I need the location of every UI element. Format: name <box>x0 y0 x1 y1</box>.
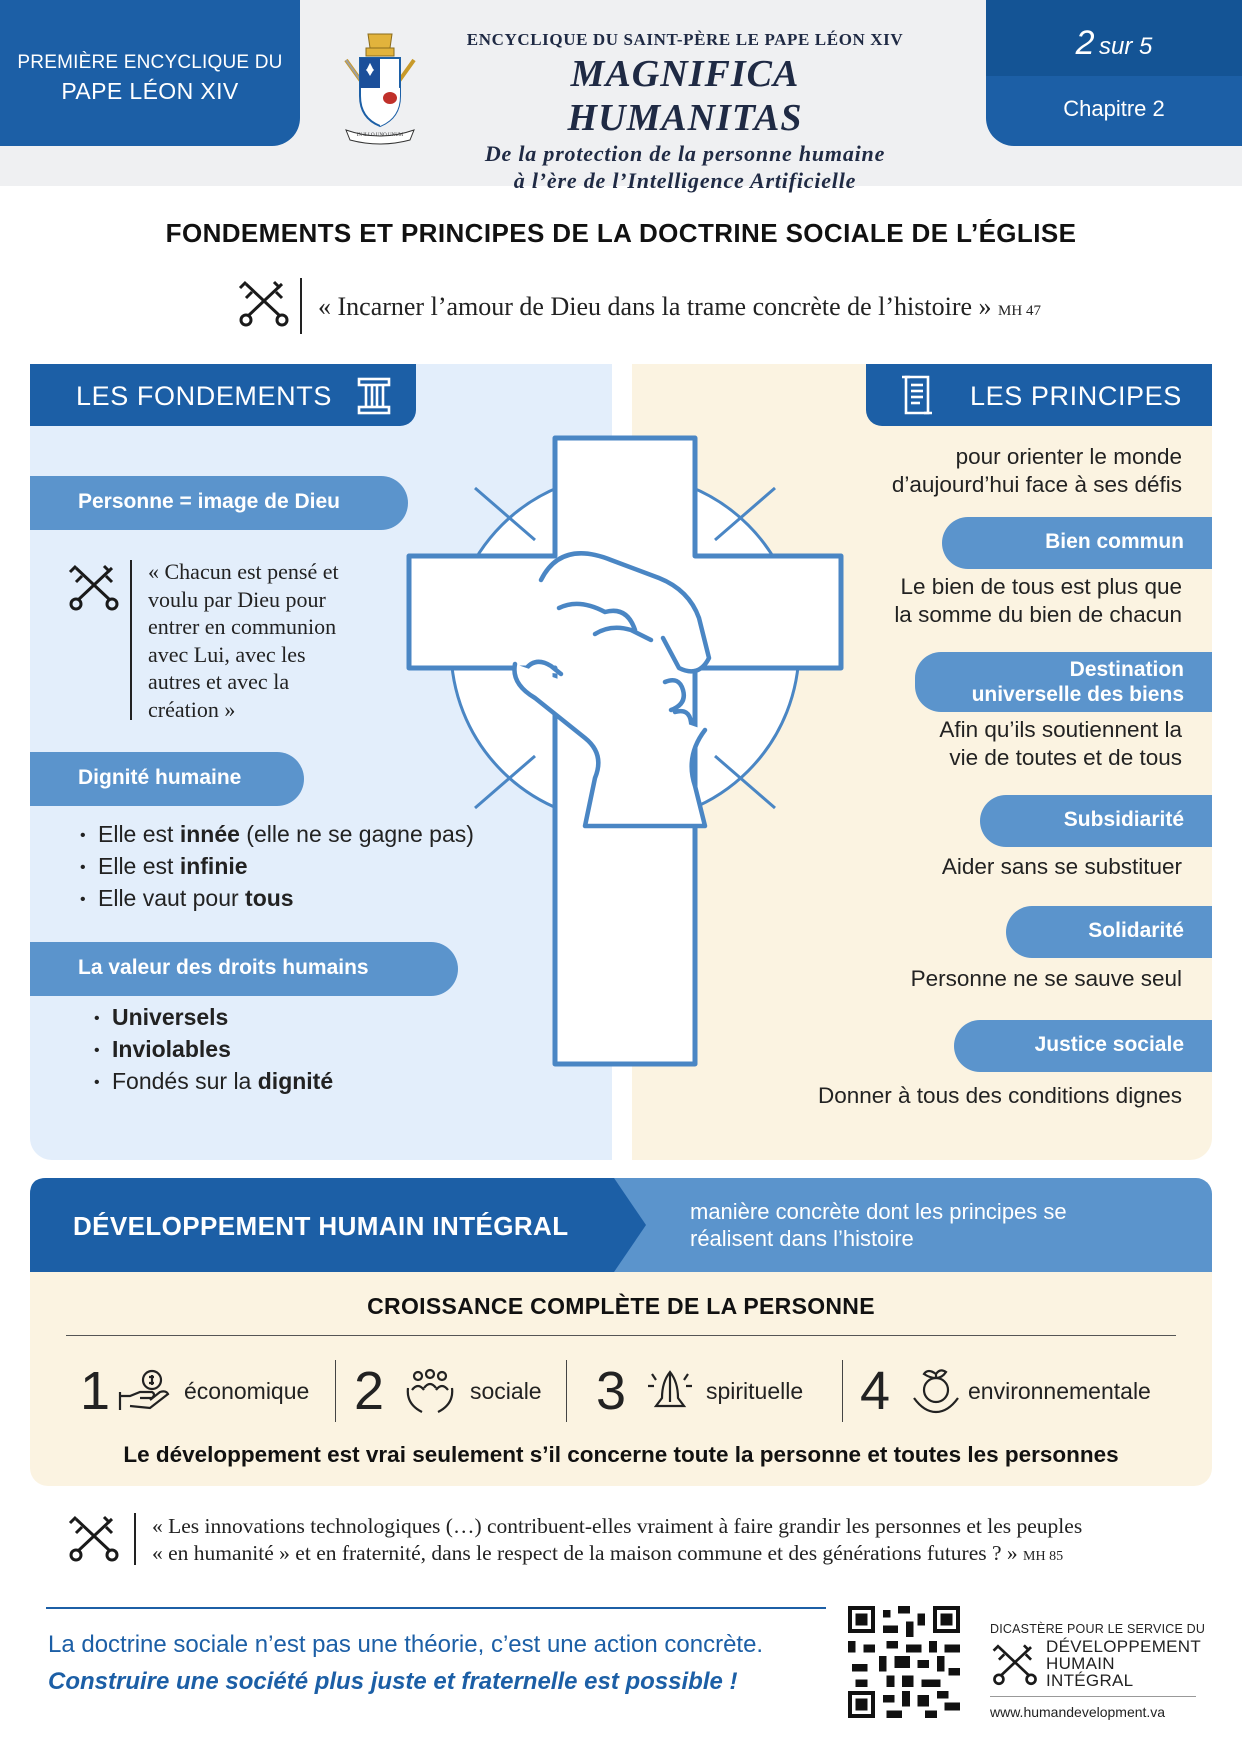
footer-divider <box>46 1607 826 1609</box>
community-hands-icon <box>404 1368 456 1414</box>
quote-divider <box>300 278 302 334</box>
sub-line: réalisent dans l’histoire <box>690 1226 914 1251</box>
quote-line: « en humanité » et en fraternité, dans le respect de la maison commune et des générations futures ? » <box>152 1541 1018 1565</box>
name-line: HUMAIN <box>1046 1654 1115 1673</box>
header-first-encyclical-badge <box>0 0 300 146</box>
quote-line: voulu par Dieu pour <box>148 586 326 612</box>
dimension-label: environnementale <box>968 1378 1151 1404</box>
list-item: • Elle est innée (elle ne se gagne pas) <box>80 819 474 851</box>
dimension-number: 2 <box>354 1361 385 1421</box>
divider <box>66 1335 1176 1336</box>
croissance-title: CROISSANCE COMPLÈTE DE LA PERSONNE <box>367 1293 875 1319</box>
principle-justice-sociale: Justice sociale <box>954 1020 1212 1072</box>
dignite-label: Dignité humaine <box>30 752 304 806</box>
name-line: INTÉGRAL <box>1046 1671 1134 1690</box>
dhi-subtitle <box>690 1198 1170 1252</box>
principle-desc: Donner à tous des conditions dignes <box>818 1083 1182 1108</box>
divider <box>842 1360 843 1422</box>
divider <box>335 1360 336 1422</box>
dignite-list <box>80 819 474 915</box>
chapter-label: Chapitre 2 <box>1063 96 1165 121</box>
footer-statement: La doctrine sociale n’est pas une théorie, c’est une action concrète. <box>48 1631 764 1658</box>
papal-coat-of-arms-icon <box>332 26 428 154</box>
dimension-number: 1 <box>80 1361 111 1421</box>
list-item: • Universels <box>94 1002 333 1034</box>
personne-quote <box>148 558 388 723</box>
quote-line: « Chacun est pensé et <box>148 559 339 584</box>
coat-motto: IN ILLO UNO UNUM <box>356 133 404 138</box>
droits-label: La valeur des droits humains <box>30 942 458 996</box>
encyclical-kicker: ENCYCLIQUE DU SAINT-PÈRE LE PAPE LÉON XIV <box>466 30 904 49</box>
dimension-number: 3 <box>596 1361 627 1421</box>
page-number: 2 <box>1075 24 1095 62</box>
quote-line: entrer en communion <box>148 614 337 639</box>
croissance-conclusion: Le développement est vrai seulement s’il concerne toute la personne et toutes les personnes <box>123 1442 1119 1467</box>
plant-hand-icon <box>910 1368 962 1414</box>
top-quote <box>318 292 1041 322</box>
column-pillar-icon <box>356 376 392 416</box>
dimension-label: sociale <box>470 1378 542 1404</box>
dimension-label: économique <box>184 1378 310 1404</box>
quote-divider <box>130 560 132 720</box>
page-of-total: sur 5 <box>1099 33 1153 60</box>
list-item: • Fondés sur la dignité <box>94 1066 333 1098</box>
top-quote-text: « Incarner l’amour de Dieu dans la trame concrète de l’histoire » <box>318 292 992 321</box>
top-quote-ref: MH 47 <box>998 303 1041 319</box>
dimension-number: 4 <box>860 1361 891 1421</box>
quote-line: autres et avec la <box>148 669 290 694</box>
section-title: FONDEMENTS ET PRINCIPES DE LA DOCTRINE SOCIALE DE L’ÉGLISE <box>165 218 1077 248</box>
dicastere-name <box>1046 1638 1201 1689</box>
droits-list <box>94 1002 333 1098</box>
list-item: • Inviolables <box>94 1034 333 1066</box>
bottom-quote-ref: MH 85 <box>1023 1549 1064 1564</box>
encyclical-title: MAGNIFICA HUMANITAS <box>567 53 803 139</box>
dimension-label: spirituelle <box>706 1378 804 1404</box>
footer-call-to-action: Construire une société plus juste et fraternelle est possible ! <box>48 1668 738 1695</box>
header-left-line2: PAPE LÉON XIV <box>61 78 239 104</box>
personne-label: Personne = image de Dieu <box>30 476 408 530</box>
list-item: • Elle vaut pour tous <box>80 883 474 915</box>
divider <box>990 1696 1196 1697</box>
principes-heading: LES PRINCIPES <box>866 364 1212 426</box>
bottom-quote <box>152 1513 1192 1570</box>
principes-intro <box>892 443 1182 499</box>
principle-subsidiarite: Subsidiarité <box>980 795 1212 847</box>
dimension-sociale <box>354 1360 554 1422</box>
crossed-keys-icon <box>66 1513 122 1565</box>
header-left-line1: PREMIÈRE ENCYCLIQUE DU <box>17 52 283 73</box>
crossed-keys-icon <box>66 562 122 614</box>
quote-line: « Les innovations technologiques (…) contribuent-elles vraiment à faire grandir les personnes et les peuples <box>152 1514 1083 1538</box>
desc-line: la somme du bien de chacun <box>894 602 1182 627</box>
hand-coin-icon <box>118 1368 170 1414</box>
list-item: • Elle est infinie <box>80 851 474 883</box>
divider <box>566 1360 567 1422</box>
dimension-spirituelle <box>596 1360 826 1422</box>
principle-bien-commun: Bien commun <box>942 517 1212 569</box>
encyclical-subtitle-line2: à l’ère de l’Intelligence Artificielle <box>513 168 857 193</box>
cross-handshake-illustration <box>395 432 855 1072</box>
desc-line: vie de toutes et de tous <box>949 745 1182 770</box>
intro-line: pour orienter le monde <box>955 444 1182 469</box>
dimension-economique <box>80 1360 330 1422</box>
principle-destination-universelle <box>915 652 1212 712</box>
sub-line: manière concrète dont les principes se <box>690 1199 1067 1224</box>
header-title-block <box>450 30 920 194</box>
principle-solidarite: Solidarité <box>1006 906 1212 958</box>
dimension-environnementale <box>860 1360 1180 1422</box>
qr-code-icon[interactable] <box>848 1606 960 1718</box>
quote-line: avec Lui, avec les <box>148 641 306 667</box>
label-line: universelle des biens <box>971 683 1184 706</box>
dhi-title: DÉVELOPPEMENT HUMAIN INTÉGRAL <box>73 1211 569 1241</box>
quote-divider <box>134 1513 136 1565</box>
encyclical-subtitle-line1: De la protection de la personne humaine <box>484 141 886 166</box>
website-link[interactable]: www.humandevelopment.va <box>990 1704 1166 1720</box>
dicastere-label: DICASTÈRE POUR LE SERVICE DU <box>990 1622 1206 1636</box>
desc-line: Afin qu’ils soutiennent la <box>939 717 1182 742</box>
intro-line: d’aujourd’hui face à ses défis <box>891 472 1182 497</box>
header-page-indicator <box>986 0 1242 146</box>
crossed-keys-icon <box>990 1640 1040 1690</box>
principle-desc: Personne ne se sauve seul <box>910 966 1182 991</box>
name-line: DÉVELOPPEMENT <box>1046 1637 1202 1656</box>
label-line: Destination <box>1069 658 1184 681</box>
fondements-heading: LES FONDEMENTS <box>30 364 416 426</box>
principle-desc <box>939 716 1182 772</box>
crossed-keys-icon <box>236 278 292 330</box>
quote-line: création » <box>148 696 236 722</box>
praying-hands-icon <box>644 1368 696 1414</box>
scroll-document-icon <box>900 374 934 416</box>
principle-desc <box>894 573 1182 629</box>
desc-line: Le bien de tous est plus que <box>900 574 1182 599</box>
principle-desc: Aider sans se substituer <box>941 854 1182 879</box>
